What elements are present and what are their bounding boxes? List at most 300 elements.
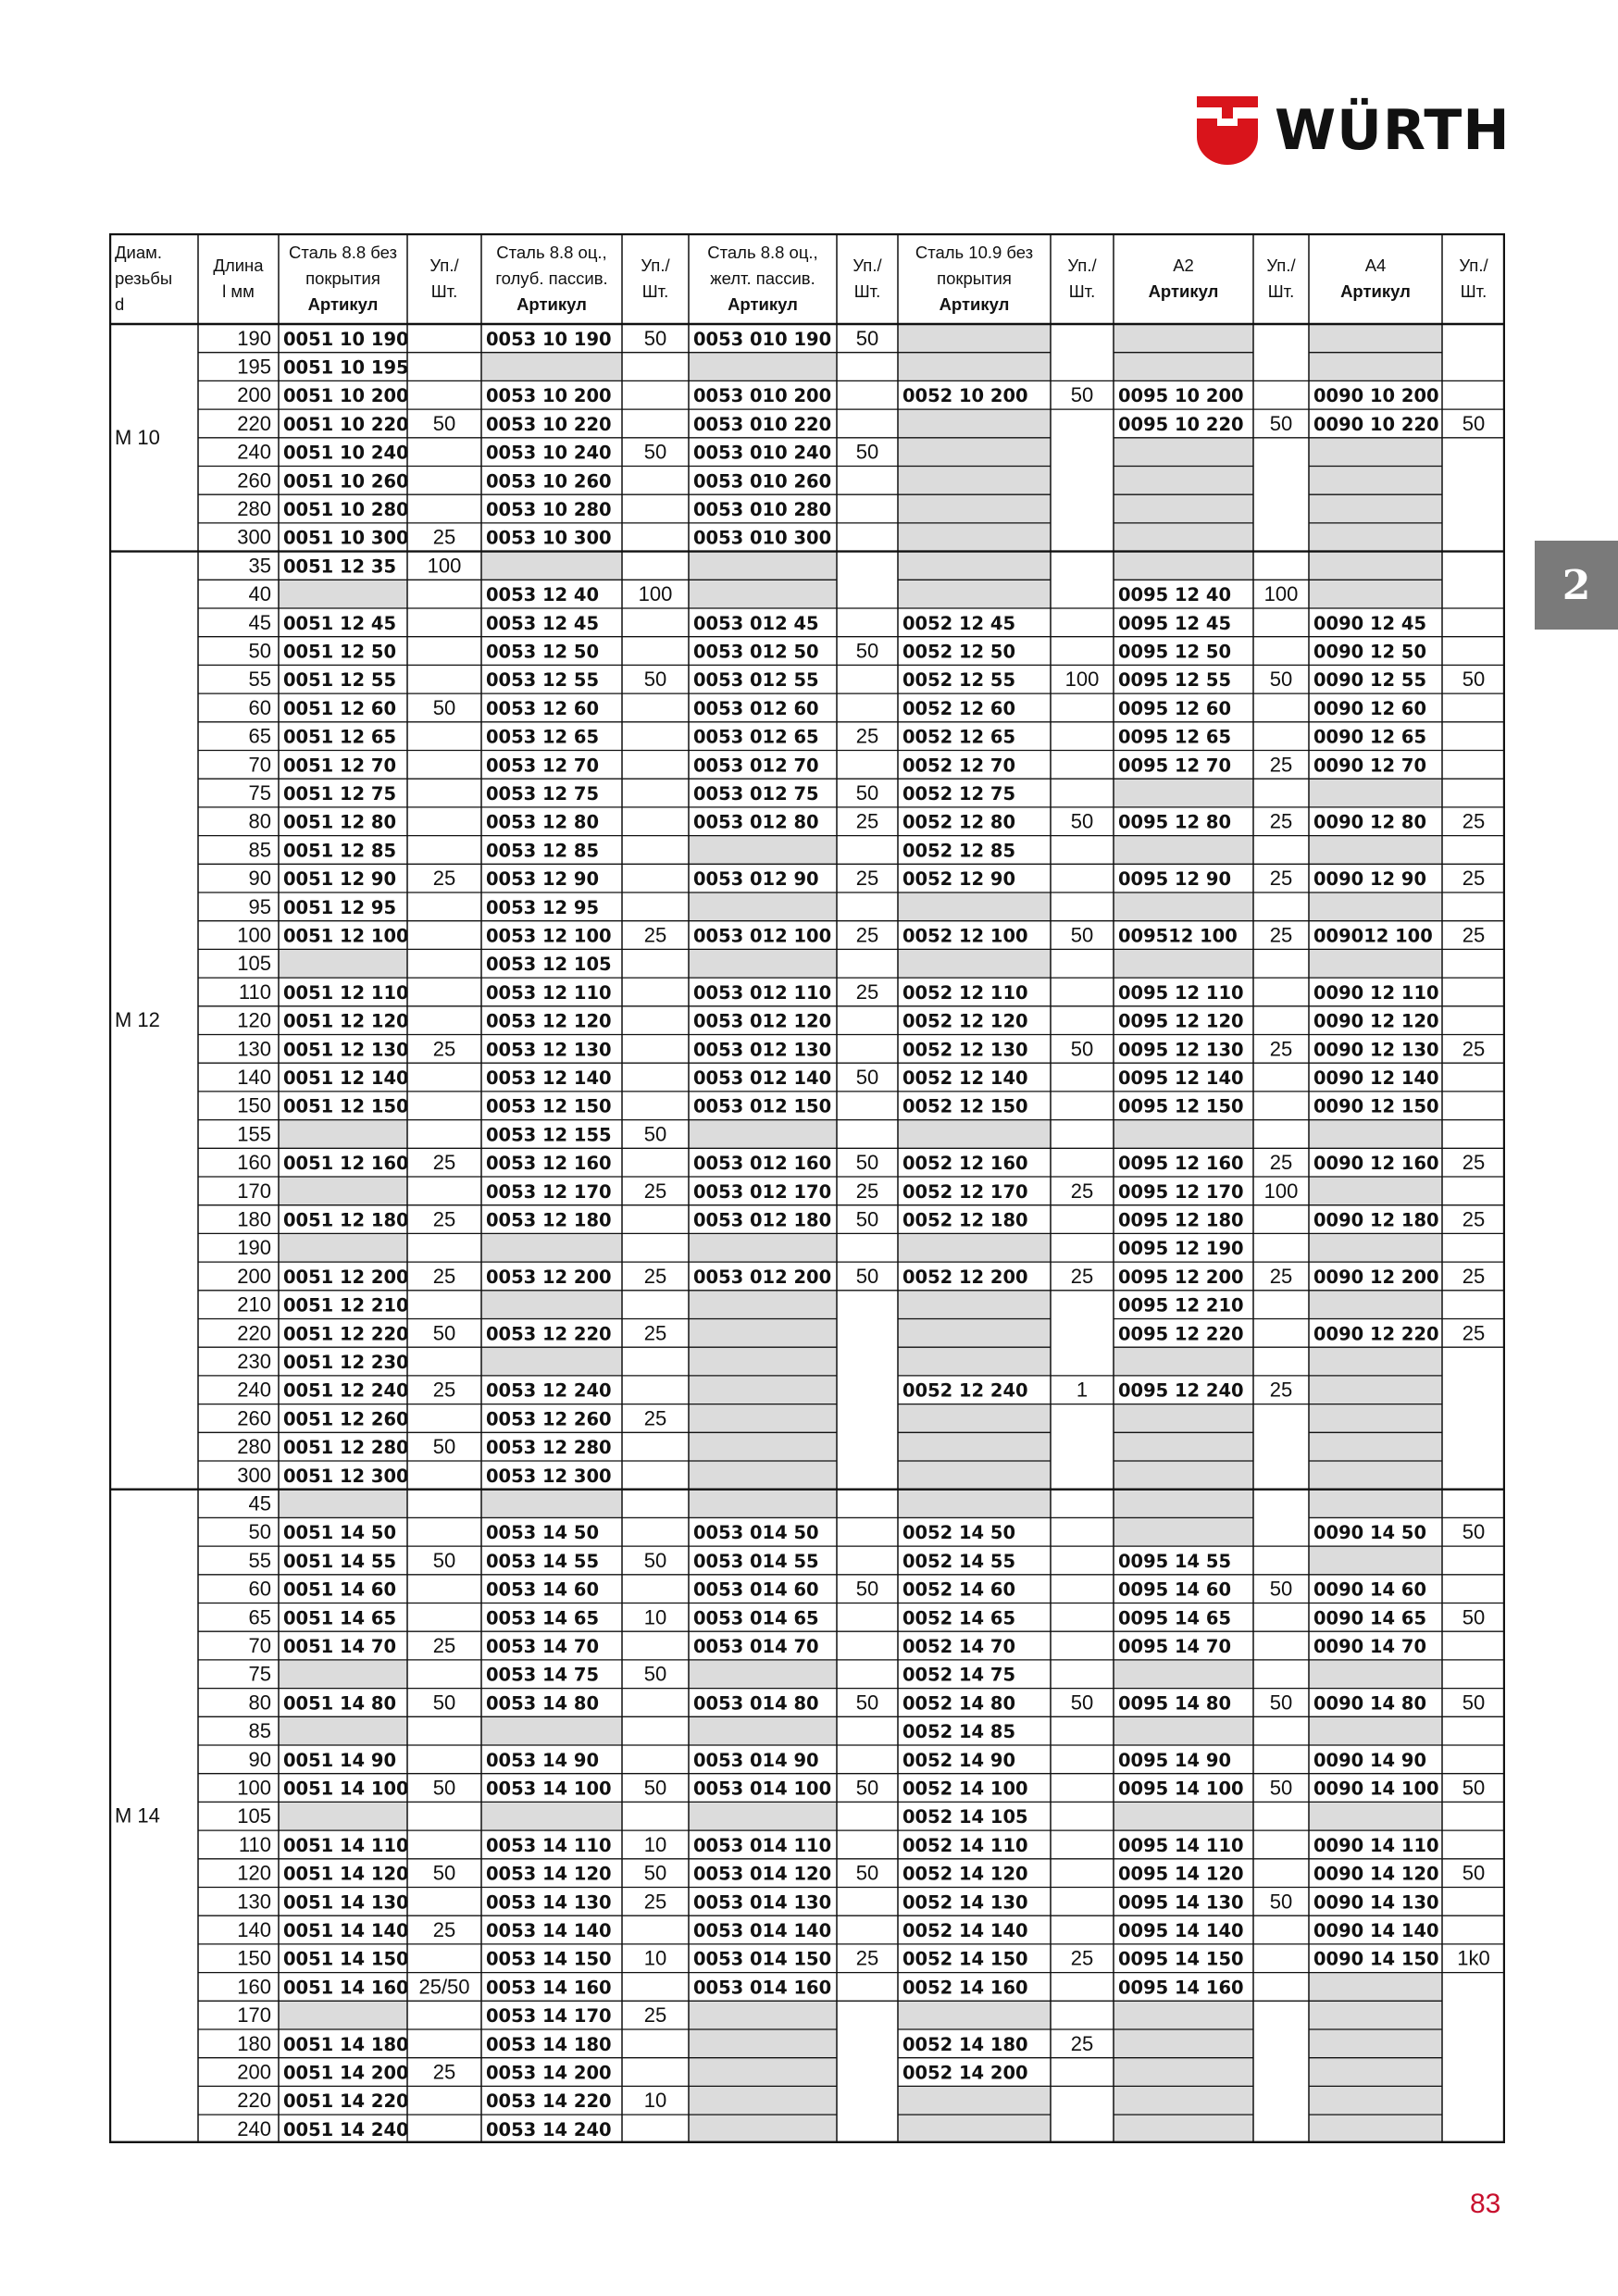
length-cell: 170 — [237, 1179, 272, 1203]
article-number: 0051 12 85 — [283, 840, 397, 862]
pack-qty: 25 — [432, 1634, 456, 1658]
article-number: 0053 12 95 — [486, 896, 600, 918]
article-number: 0053 14 110 — [486, 1834, 612, 1856]
header-label: Шт. — [1460, 281, 1487, 301]
length-cell: 85 — [248, 1719, 272, 1743]
article-number: 0052 14 150 — [902, 1948, 1028, 1970]
article-number: 0051 12 160 — [283, 1153, 409, 1175]
article-number: 0053 12 140 — [486, 1067, 612, 1090]
article-number: 0053 012 140 — [693, 1067, 832, 1090]
header-label: Артикул — [728, 293, 798, 314]
article-number: 0052 14 100 — [902, 1778, 1028, 1800]
article-number: 0053 14 180 — [486, 2033, 612, 2055]
article-number: 0051 12 120 — [283, 1010, 409, 1032]
pack-qty: 25 — [643, 2003, 667, 2028]
wurth-logo-mark-icon — [1197, 96, 1258, 165]
article-number: 0051 10 220 — [283, 413, 409, 435]
article-number: 0052 12 90 — [902, 868, 1016, 891]
article-number: 0095 10 200 — [1117, 385, 1244, 407]
article-number: 0053 014 65 — [693, 1607, 819, 1629]
article-number: 0095 14 80 — [1117, 1692, 1232, 1715]
article-number: 0095 14 65 — [1117, 1607, 1232, 1629]
pack-qty: 25 — [1462, 1207, 1486, 1231]
pack-qty: 25 — [855, 923, 879, 947]
length-cell: 280 — [237, 1435, 272, 1459]
article-number: 0051 14 240 — [283, 2118, 409, 2140]
pack-qty: 25 — [1269, 1037, 1293, 1061]
pack-qty: 25 — [432, 867, 456, 891]
article-number: 0052 12 80 — [902, 811, 1016, 833]
length-cell: 45 — [248, 610, 272, 634]
length-cell: 220 — [237, 1321, 272, 1345]
article-number: 0053 14 80 — [486, 1692, 600, 1715]
pack-qty: 10 — [643, 2089, 667, 2113]
header-label: Уп./ — [429, 255, 459, 275]
article-number: 0051 12 55 — [283, 669, 397, 692]
length-cell: 45 — [248, 1491, 272, 1516]
article-number: 0052 12 55 — [902, 669, 1016, 692]
article-number: 0051 12 200 — [283, 1266, 409, 1288]
pack-qty: 50 — [1269, 1691, 1293, 1715]
article-number: 0053 010 280 — [693, 499, 832, 521]
pack-qty: 50 — [855, 1577, 879, 1601]
article-number: 0052 14 140 — [902, 1920, 1028, 1942]
pack-qty: 50 — [432, 1548, 456, 1572]
article-number: 0053 012 200 — [693, 1266, 832, 1288]
length-cell: 110 — [238, 1832, 272, 1856]
article-number: 0053 14 140 — [486, 1920, 612, 1942]
pack-qty: 50 — [643, 440, 667, 464]
pack-qty: 50 — [855, 1861, 879, 1885]
article-number: 0053 012 55 — [693, 669, 819, 692]
article-number: 0090 12 45 — [1313, 612, 1427, 634]
article-number: 0053 12 260 — [486, 1408, 612, 1430]
article-number: 0052 10 200 — [902, 385, 1028, 407]
length-cell: 150 — [237, 1093, 272, 1117]
pack-qty: 50 — [1269, 411, 1293, 435]
length-cell: 120 — [237, 1861, 272, 1885]
article-number: 0051 14 55 — [283, 1550, 397, 1572]
article-number: 0053 14 90 — [486, 1749, 600, 1771]
length-cell: 80 — [248, 809, 272, 833]
header-label: Длина — [213, 255, 264, 275]
article-number: 0052 14 90 — [902, 1749, 1016, 1771]
article-number: 0095 14 100 — [1117, 1778, 1244, 1800]
length-cell: 150 — [237, 1946, 272, 1970]
pack-qty: 100 — [1064, 668, 1100, 692]
article-number: 0053 12 200 — [486, 1266, 612, 1288]
length-cell: 220 — [237, 411, 272, 435]
article-number: 0090 12 90 — [1313, 868, 1427, 891]
article-number: 0053 12 70 — [486, 755, 600, 777]
article-number: 0053 012 160 — [693, 1153, 832, 1175]
header-label: покрытия — [305, 268, 380, 288]
article-number: 0095 12 90 — [1117, 868, 1232, 891]
pack-qty: 50 — [1269, 1776, 1293, 1800]
header-label: d — [115, 293, 125, 314]
article-number: 0052 14 80 — [902, 1692, 1016, 1715]
article-number: 0053 10 200 — [486, 385, 612, 407]
article-number: 0095 12 60 — [1117, 697, 1232, 719]
article-number: 0090 12 130 — [1313, 1039, 1439, 1061]
pack-qty: 50 — [855, 1151, 879, 1175]
article-number: 0051 12 260 — [283, 1408, 409, 1430]
length-cell: 140 — [237, 1918, 272, 1942]
article-number: 0090 12 60 — [1313, 697, 1427, 719]
article-number: 0090 12 140 — [1313, 1067, 1439, 1090]
article-number: 0053 010 240 — [693, 442, 832, 464]
article-number: 0053 12 90 — [486, 868, 600, 891]
article-number: 0052 14 70 — [902, 1636, 1016, 1658]
pack-qty: 100 — [1263, 582, 1299, 606]
header-label: Шт. — [641, 281, 669, 301]
article-number: 0051 10 190 — [283, 328, 409, 350]
pack-qty: 50 — [1269, 1890, 1293, 1914]
header-label: Сталь 8.8 оц., — [707, 242, 818, 262]
article-number: 0053 012 65 — [693, 726, 819, 748]
pack-qty: 50 — [1070, 1037, 1094, 1061]
pack-qty: 25 — [1462, 923, 1486, 947]
pack-qty: 50 — [855, 1207, 879, 1231]
length-cell: 60 — [248, 1577, 272, 1601]
article-number: 0053 12 180 — [486, 1209, 612, 1231]
article-number: 0053 14 75 — [486, 1664, 600, 1686]
article-number: 0095 14 70 — [1117, 1636, 1232, 1658]
article-number: 0053 014 160 — [693, 1977, 832, 1999]
header-label: Сталь 10.9 без — [915, 242, 1034, 262]
article-number: 0090 12 200 — [1313, 1266, 1439, 1288]
article-number: 0051 12 95 — [283, 896, 397, 918]
article-number: 0052 12 85 — [902, 840, 1016, 862]
pack-qty: 50 — [643, 1776, 667, 1800]
pack-qty: 25 — [855, 809, 879, 833]
article-number: 0090 12 70 — [1313, 755, 1427, 777]
length-cell: 105 — [237, 952, 272, 976]
length-cell: 220 — [237, 2089, 272, 2113]
header-label: Шт. — [430, 281, 458, 301]
article-number: 0095 12 65 — [1117, 726, 1232, 748]
article-number: 0053 012 70 — [693, 755, 819, 777]
article-number: 0053 012 100 — [693, 925, 832, 947]
article-number: 0053 14 150 — [486, 1948, 612, 1970]
article-number: 0053 10 220 — [486, 413, 612, 435]
article-number: 0095 10 220 — [1117, 413, 1244, 435]
article-number: 0053 10 190 — [486, 328, 612, 350]
pack-qty: 50 — [1462, 411, 1486, 435]
length-cell: 280 — [237, 497, 272, 521]
article-number: 0053 10 280 — [486, 499, 612, 521]
brand-name: WÜRTH — [1275, 98, 1511, 163]
pack-qty: 50 — [432, 1861, 456, 1885]
article-number: 0052 12 70 — [902, 755, 1016, 777]
pack-qty: 25 — [855, 867, 879, 891]
pack-qty: 25 — [1269, 867, 1293, 891]
article-number: 0051 12 280 — [283, 1437, 409, 1459]
article-number: 0053 012 45 — [693, 612, 819, 634]
pack-qty: 25 — [1462, 1264, 1486, 1288]
header-label: A2 — [1173, 255, 1194, 275]
article-number: 0053 12 155 — [486, 1124, 612, 1146]
article-number: 0095 12 55 — [1117, 669, 1232, 692]
article-number: 0095 12 170 — [1117, 1180, 1244, 1203]
length-cell: 35 — [248, 554, 272, 578]
header-label: Уп./ — [1067, 255, 1097, 275]
article-number: 0052 14 130 — [902, 1891, 1028, 1914]
article-number: 0090 10 200 — [1313, 385, 1439, 407]
article-number: 0051 10 195 — [283, 356, 409, 379]
length-cell: 200 — [237, 383, 272, 407]
article-number: 0053 14 120 — [486, 1863, 612, 1885]
pack-qty: 50 — [1462, 1776, 1486, 1800]
article-number: 0051 14 200 — [283, 2062, 409, 2084]
pack-qty: 25 — [432, 1037, 456, 1061]
length-cell: 100 — [237, 923, 272, 947]
article-number: 0052 12 100 — [902, 925, 1028, 947]
pack-qty: 50 — [1269, 668, 1293, 692]
pack-qty: 50 — [432, 411, 456, 435]
length-cell: 65 — [248, 724, 272, 748]
length-cell: 40 — [248, 582, 272, 606]
length-cell: 240 — [237, 2116, 272, 2140]
length-cell: 230 — [237, 1350, 272, 1374]
pack-qty: 25 — [1070, 1264, 1094, 1288]
pack-qty: 50 — [855, 781, 879, 805]
article-number: 0095 12 180 — [1117, 1209, 1244, 1231]
article-number: 0090 12 180 — [1313, 1209, 1439, 1231]
length-cell: 55 — [248, 1548, 272, 1572]
pack-qty: 50 — [855, 326, 879, 350]
pack-qty: 50 — [1462, 668, 1486, 692]
article-number: 0053 012 80 — [693, 811, 819, 833]
article-number: 0090 12 150 — [1313, 1095, 1439, 1117]
article-number: 0053 10 240 — [486, 442, 612, 464]
article-number: 0095 12 120 — [1117, 1010, 1244, 1032]
article-number: 0095 12 190 — [1117, 1238, 1244, 1260]
pack-qty: 25 — [1462, 809, 1486, 833]
article-number: 0053 014 150 — [693, 1948, 832, 1970]
header-label: Сталь 8.8 оц., — [496, 242, 607, 262]
article-number: 0095 14 55 — [1117, 1550, 1232, 1572]
article-number: 0095 12 40 — [1117, 584, 1232, 606]
article-number: 0053 14 70 — [486, 1636, 600, 1658]
article-number: 0090 10 220 — [1313, 413, 1439, 435]
article-number: 0095 12 240 — [1117, 1379, 1244, 1402]
article-number: 0053 014 70 — [693, 1636, 819, 1658]
article-number: 0051 14 130 — [283, 1891, 409, 1914]
article-number: 0051 12 150 — [283, 1095, 409, 1117]
article-number: 0095 12 110 — [1117, 981, 1244, 1004]
length-cell: 140 — [237, 1066, 272, 1090]
article-number: 0053 12 80 — [486, 811, 600, 833]
article-number: 0053 12 240 — [486, 1379, 612, 1402]
pack-qty: 1k0 — [1457, 1946, 1490, 1970]
length-cell: 100 — [237, 1776, 272, 1800]
header-label: резьбы — [115, 268, 173, 288]
pack-qty: 50 — [855, 1776, 879, 1800]
pack-qty: 1 — [1076, 1378, 1089, 1402]
article-number: 0053 012 110 — [693, 981, 832, 1004]
pack-qty: 100 — [638, 582, 673, 606]
length-cell: 200 — [237, 1264, 272, 1288]
length-cell: 300 — [237, 525, 272, 549]
length-cell: 130 — [237, 1037, 272, 1061]
article-number: 0052 14 120 — [902, 1863, 1028, 1885]
article-number: 0051 12 80 — [283, 811, 397, 833]
article-number: 0053 010 190 — [693, 328, 832, 350]
article-number: 0053 014 120 — [693, 1863, 832, 1885]
article-number: 0090 14 120 — [1313, 1863, 1439, 1885]
length-cell: 55 — [248, 668, 272, 692]
article-number: 0052 14 60 — [902, 1578, 1016, 1601]
pack-qty: 50 — [432, 1321, 456, 1345]
article-number: 0095 12 220 — [1117, 1323, 1244, 1345]
article-number: 0051 12 50 — [283, 641, 397, 663]
article-number: 0090 14 150 — [1313, 1948, 1439, 1970]
article-number: 0051 14 90 — [283, 1749, 397, 1771]
pack-qty: 50 — [1070, 923, 1094, 947]
article-number: 0051 10 260 — [283, 470, 409, 493]
article-number: 0090 12 160 — [1313, 1153, 1439, 1175]
length-cell: 75 — [248, 781, 272, 805]
pack-qty: 25 — [432, 1918, 456, 1942]
article-number: 0051 14 180 — [283, 2033, 409, 2055]
pack-qty: 25 — [643, 923, 667, 947]
header-label: Артикул — [939, 293, 1010, 314]
length-cell: 155 — [237, 1122, 272, 1146]
length-cell: 240 — [237, 1378, 272, 1402]
pack-qty: 25 — [1269, 923, 1293, 947]
article-number: 0051 14 120 — [283, 1863, 409, 1885]
pack-qty: 25 — [855, 1946, 879, 1970]
article-number: 0053 12 75 — [486, 783, 600, 805]
header-label: Артикул — [517, 293, 587, 314]
article-number: 0051 12 60 — [283, 697, 397, 719]
article-number: 0095 14 160 — [1117, 1977, 1244, 1999]
pack-qty: 50 — [643, 1861, 667, 1885]
article-number: 0090 12 50 — [1313, 641, 1427, 663]
article-number: 0095 12 150 — [1117, 1095, 1244, 1117]
pack-qty: 25 — [432, 1151, 456, 1175]
pack-qty: 25 — [643, 1890, 667, 1914]
article-number: 0053 14 240 — [486, 2118, 612, 2140]
article-number: 0053 12 85 — [486, 840, 600, 862]
pack-qty: 25 — [1269, 809, 1293, 833]
article-number: 0052 12 170 — [902, 1180, 1028, 1203]
article-number: 0095 12 70 — [1117, 755, 1232, 777]
length-cell: 240 — [237, 440, 272, 464]
chapter-tab[interactable]: 2 — [1535, 541, 1618, 630]
pack-qty: 25 — [432, 1264, 456, 1288]
header-label: Шт. — [1068, 281, 1096, 301]
pack-qty: 25 — [1462, 1037, 1486, 1061]
article-number: 0051 12 70 — [283, 755, 397, 777]
pack-qty: 25 — [1269, 1264, 1293, 1288]
article-number: 0052 12 60 — [902, 697, 1016, 719]
pack-qty: 50 — [855, 440, 879, 464]
article-number: 0051 10 200 — [283, 385, 409, 407]
pack-qty: 50 — [1462, 1520, 1486, 1544]
length-cell: 60 — [248, 695, 272, 719]
article-number: 0051 10 300 — [283, 527, 409, 549]
article-number: 0095 14 150 — [1117, 1948, 1244, 1970]
pack-qty: 50 — [432, 1776, 456, 1800]
pack-qty: 50 — [432, 1435, 456, 1459]
article-number: 0053 012 180 — [693, 1209, 832, 1231]
article-number: 0053 014 110 — [693, 1834, 832, 1856]
pack-qty: 100 — [1263, 1179, 1299, 1203]
article-number: 0053 14 200 — [486, 2062, 612, 2084]
article-number: 0052 12 110 — [902, 981, 1028, 1004]
article-number: 0095 12 50 — [1117, 641, 1232, 663]
article-number: 0053 14 60 — [486, 1578, 600, 1601]
header-label: Уп./ — [1266, 255, 1296, 275]
article-number: 0052 14 200 — [902, 2062, 1028, 2084]
length-cell: 170 — [237, 2003, 272, 2028]
article-number: 0052 12 130 — [902, 1039, 1028, 1061]
article-number: 0053 14 65 — [486, 1607, 600, 1629]
wurth-logo — [1197, 96, 1511, 165]
article-number: 0052 14 50 — [902, 1522, 1016, 1544]
article-number: 0053 12 65 — [486, 726, 600, 748]
article-number: 0051 12 100 — [283, 925, 409, 947]
article-number: 0051 12 220 — [283, 1323, 409, 1345]
article-number: 0053 014 55 — [693, 1550, 819, 1572]
article-number: 0095 14 110 — [1117, 1834, 1244, 1856]
article-number: 0051 12 300 — [283, 1465, 409, 1487]
header-label: Уп./ — [1459, 255, 1488, 275]
article-number: 0053 010 260 — [693, 470, 832, 493]
article-number: 0053 12 45 — [486, 612, 600, 634]
article-number: 0053 12 220 — [486, 1323, 612, 1345]
article-number: 0090 14 80 — [1313, 1692, 1427, 1715]
article-number: 0051 14 60 — [283, 1578, 397, 1601]
article-number: 0095 12 80 — [1117, 811, 1232, 833]
article-number: 0053 12 160 — [486, 1153, 612, 1175]
article-number: 0051 12 240 — [283, 1379, 409, 1402]
article-number: 0051 12 90 — [283, 868, 397, 891]
length-cell: 50 — [248, 1520, 272, 1544]
pack-qty: 50 — [643, 668, 667, 692]
article-number: 0051 12 35 — [283, 555, 397, 578]
article-number: 0053 12 100 — [486, 925, 612, 947]
pack-qty: 100 — [427, 554, 462, 578]
article-number: 0053 014 80 — [693, 1692, 819, 1715]
pack-qty: 25 — [1070, 1179, 1094, 1203]
article-number: 0053 12 110 — [486, 981, 612, 1004]
article-number: 0090 14 110 — [1313, 1834, 1439, 1856]
article-number: 0053 12 280 — [486, 1437, 612, 1459]
article-number: 0052 12 200 — [902, 1266, 1028, 1288]
pack-qty: 50 — [1462, 1605, 1486, 1629]
length-cell: 200 — [237, 2060, 272, 2084]
thread-diameter: M 10 — [115, 425, 160, 449]
pack-qty: 25 — [855, 724, 879, 748]
thread-diameter: M 12 — [115, 1008, 160, 1032]
article-number: 0051 14 65 — [283, 1607, 397, 1629]
article-number: 0095 14 60 — [1117, 1578, 1232, 1601]
article-number: 0090 12 80 — [1313, 811, 1427, 833]
pack-qty: 50 — [1269, 1577, 1293, 1601]
article-number: 0090 12 55 — [1313, 669, 1427, 692]
article-number: 0053 12 55 — [486, 669, 600, 692]
article-number: 0053 014 60 — [693, 1578, 819, 1601]
pack-qty: 25 — [1070, 2031, 1094, 2055]
pack-qty: 10 — [643, 1605, 667, 1629]
article-number: 0051 14 50 — [283, 1522, 397, 1544]
header-label: A4 — [1364, 255, 1387, 275]
article-number: 0053 14 130 — [486, 1891, 612, 1914]
article-number: 0051 12 180 — [283, 1209, 409, 1231]
